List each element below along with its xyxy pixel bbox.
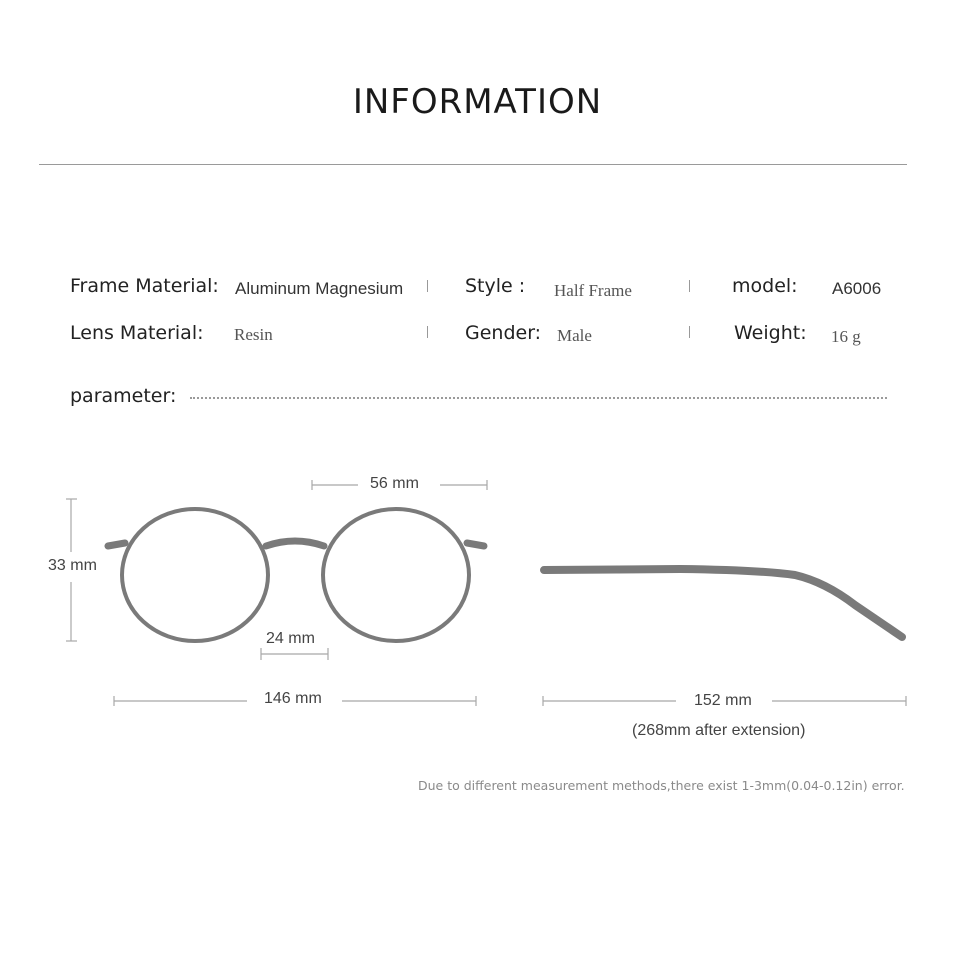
gender-value: Male [557, 326, 592, 345]
right-end-piece [467, 543, 484, 546]
style-value: Half Frame [554, 281, 632, 300]
temple-length-label: 152 mm [694, 692, 752, 709]
glasses-front-view [108, 509, 484, 641]
frame-width-label: 146 mm [264, 690, 322, 707]
bridge-width-label: 24 mm [266, 630, 315, 647]
lens-width-label: 56 mm [370, 475, 419, 492]
measurement-disclaimer: Due to different measurement methods,there exist 1-3mm(0.04-0.12in) error. [418, 778, 905, 793]
right-lens-rim [323, 509, 469, 641]
bridge [266, 541, 324, 546]
left-end-piece [108, 543, 125, 546]
gender-label: Gender: [465, 322, 542, 344]
weight-label: Weight: [734, 322, 807, 344]
frame-material-value: Aluminum Magnesium [235, 279, 404, 298]
parameter-label: parameter: [70, 385, 177, 407]
model-label: model: [732, 275, 798, 297]
lens-height-label: 33 mm [48, 557, 97, 574]
page-title: INFORMATION [352, 82, 603, 122]
style-label: Style : [465, 275, 526, 297]
weight-value: 16 g [831, 327, 861, 346]
lens-material-label: Lens Material: [70, 322, 204, 344]
left-lens-rim [122, 509, 268, 641]
lens-material-value: Resin [234, 325, 273, 344]
temple-extension-label: (268mm after extension) [632, 722, 806, 739]
temple-arm [544, 569, 902, 637]
model-value: A6006 [832, 279, 882, 298]
frame-material-label: Frame Material: [70, 275, 219, 297]
